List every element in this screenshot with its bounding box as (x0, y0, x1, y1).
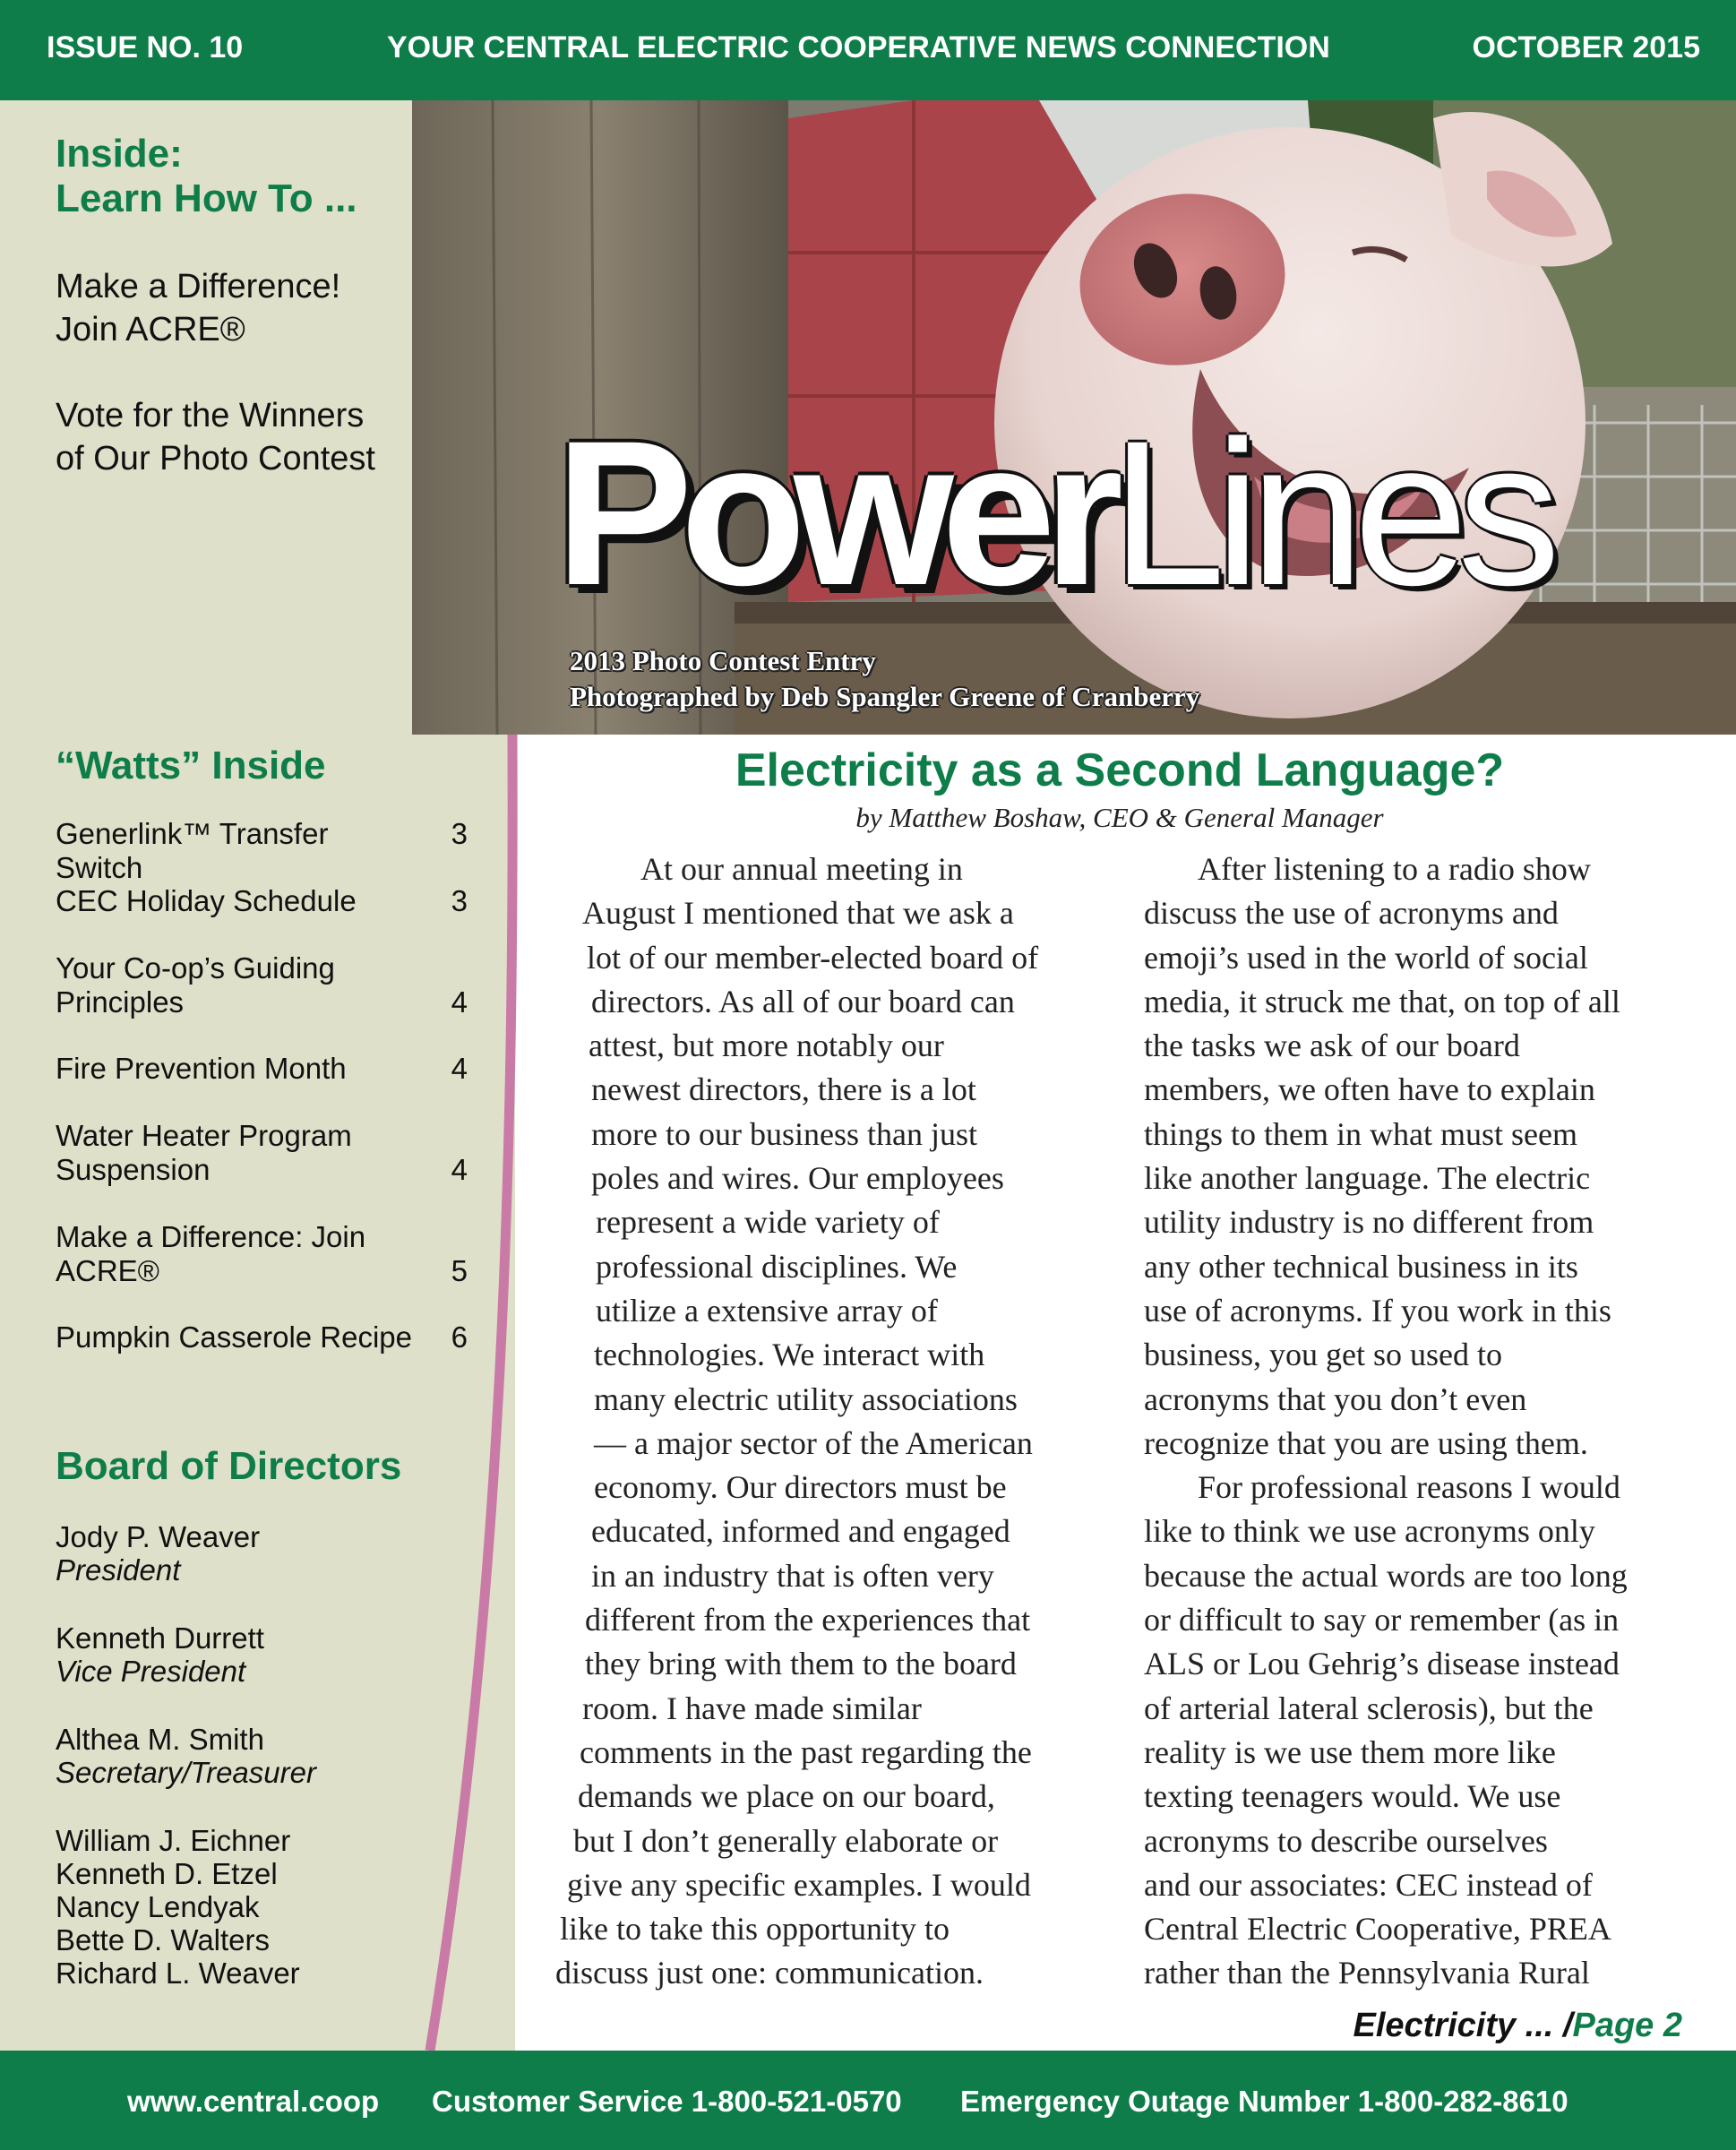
article-line: any other technical business in its (1144, 1248, 1578, 1285)
promo-join-acre[interactable] (56, 265, 340, 351)
footer-bar (0, 2051, 1736, 2150)
toc-page: 3 (451, 884, 468, 917)
article-line: acronyms that you don’t even (1144, 1380, 1527, 1417)
article-line: For professional reasons I would (1198, 1469, 1620, 1506)
article-line: business, you get so used to (1144, 1337, 1502, 1373)
toc-page: 4 (451, 985, 468, 1019)
masthead-lines: Lines (1111, 398, 1551, 628)
toc-page: 5 (451, 1254, 468, 1287)
article-line: media, it struck me that, on top of all (1144, 983, 1620, 1019)
article-line: texting teenagers would. We use (1144, 1778, 1561, 1815)
board-officer-title: Secretary/Treasurer (56, 1756, 316, 1789)
watts-inside-heading: “Watts” Inside (56, 744, 326, 787)
article-line: After listening to a radio show (1198, 851, 1591, 887)
board-member: Kenneth D. Etzel (56, 1857, 278, 1890)
toc-item[interactable] (56, 817, 468, 889)
article-line: or difficult to say or remember (as in (1144, 1602, 1620, 1638)
toc-item[interactable] (56, 1052, 468, 1123)
board-officer (56, 1621, 264, 1688)
inside-heading-line2: Learn How To ... (56, 176, 357, 220)
toc-label: CEC Holiday Schedule (56, 884, 357, 917)
continued-link[interactable] (1353, 2007, 1682, 2045)
article-line: — a major sector of the American (594, 1424, 1033, 1461)
inside-heading-line1: Inside: (56, 132, 183, 176)
article-line: demands we place on our board, (578, 1778, 995, 1815)
promo-join-acre-line2: Join ACRE® (56, 311, 245, 348)
board-member: Bette D. Walters (56, 1923, 271, 1956)
toc-label: Your Co-op’s Guiding Principles (56, 951, 335, 1019)
board-officer-name: Jody P. Weaver (56, 1520, 261, 1553)
board-member: William J. Eichner (56, 1824, 291, 1857)
article-line: economy. Our directors must be (594, 1469, 1007, 1506)
board-heading: Board of Directors (56, 1444, 402, 1488)
article-line: represent a wide variety of (596, 1204, 940, 1241)
article-line: comments in the past regarding the (580, 1733, 1032, 1770)
toc-item[interactable] (56, 1119, 468, 1191)
article-line: poles and wires. Our employees (591, 1160, 1004, 1197)
promo-photo-contest-line2: of Our Photo Contest (56, 440, 375, 477)
article-line: discuss just one: communication. (555, 1955, 984, 1991)
article-line: emoji’s used in the world of social (1144, 939, 1588, 976)
board-officer (56, 1520, 260, 1587)
article-line: of arterial lateral sclerosis), but the (1144, 1690, 1594, 1726)
header-tagline: YOUR CENTRAL ELECTRIC COOPERATIVE NEWS CONNECTION (387, 30, 1330, 64)
photo-caption (570, 643, 1199, 715)
continued-text: Electricity ... / (1353, 2007, 1573, 2044)
footer-emergency-number: Emergency Outage Number 1-800-282-8610 (960, 2085, 1568, 2118)
article-line: discuss the use of acronyms and (1144, 895, 1559, 932)
article-line: use of acronyms. If you work in this (1144, 1292, 1611, 1329)
article-line: newest directors, there is a lot (591, 1071, 976, 1108)
article-line: recognize that you are using them. (1144, 1424, 1588, 1461)
article-line: lot of our member-elected board of (587, 939, 1039, 976)
board-officer-name: Althea M. Smith (56, 1723, 264, 1756)
toc-page: 4 (451, 1153, 468, 1186)
toc-label: Pumpkin Casserole Recipe (56, 1320, 413, 1354)
article-title: Electricity as a Second Language? (735, 744, 1505, 796)
article-line: utility industry is no different from (1144, 1204, 1594, 1241)
toc-item[interactable] (56, 884, 468, 956)
article-line: directors. As all of our board can (591, 983, 1015, 1019)
article-line: professional disciplines. We (596, 1248, 958, 1285)
toc-page: 3 (451, 817, 468, 850)
article-line: like another language. The electric (1144, 1160, 1591, 1197)
article-line: members, we often have to explain (1144, 1071, 1595, 1108)
article-line: many electric utility associations (594, 1380, 1018, 1417)
article-line: reality is we use them more like (1144, 1733, 1556, 1770)
article-line: different from the experiences that (585, 1602, 1031, 1638)
article-line: utilize a extensive array of (596, 1292, 938, 1329)
board-officer-title: President (56, 1553, 181, 1587)
toc-item[interactable] (56, 1220, 468, 1292)
board-officer-name: Kenneth Durrett (56, 1621, 264, 1655)
header-bar (0, 0, 1736, 100)
toc-page: 6 (451, 1320, 468, 1354)
issue-number: ISSUE NO. 10 (47, 30, 244, 64)
toc-label: Water Heater Program Suspension (56, 1119, 352, 1186)
article-column-1 (555, 847, 1038, 1996)
article-line: educated, informed and engaged (591, 1513, 1010, 1550)
article-line: August I mentioned that we ask a (582, 895, 1014, 932)
toc-label: Make a Difference: Join ACRE® (56, 1220, 366, 1287)
article-line: room. I have made similar (582, 1690, 922, 1726)
promo-photo-contest[interactable] (56, 394, 375, 480)
toc-page: 4 (451, 1052, 468, 1085)
article-line: rather than the Pennsylvania Rural (1144, 1955, 1590, 1991)
board-members-list (56, 1824, 300, 1990)
toc-label: Fire Prevention Month (56, 1052, 347, 1085)
article-line: things to them in what must seem (1144, 1115, 1577, 1152)
inside-heading (56, 132, 357, 221)
article-line: like to take this opportunity to (560, 1911, 950, 1948)
board-member: Richard L. Weaver (56, 1956, 300, 1990)
article-line: acronyms to describe ourselves (1144, 1822, 1548, 1859)
article-column-2 (1144, 847, 1628, 1996)
article-line: Central Electric Cooperative, PREA (1144, 1911, 1611, 1948)
issue-date: OCTOBER 2015 (1472, 30, 1700, 64)
footer-customer-service: Customer Service 1-800-521-0570 (432, 2085, 902, 2118)
article-line: ALS or Lou Gehrig’s disease instead (1144, 1646, 1620, 1682)
promo-join-acre-line1: Make a Difference! (56, 268, 341, 305)
photo-caption-line1: 2013 Photo Contest Entry (570, 645, 876, 676)
masthead-logo (555, 394, 1550, 632)
article-line: they bring with them to the board (585, 1646, 1017, 1682)
photo-caption-line2: Photographed by Deb Spangler Greene of Cranberry (570, 681, 1200, 712)
masthead-power: Power (555, 398, 1112, 628)
article-line: the tasks we ask of our board (1144, 1028, 1520, 1064)
article-line: because the actual words are too long (1144, 1557, 1628, 1594)
toc-item[interactable] (56, 1320, 468, 1392)
board-member: Nancy Lendyak (56, 1890, 260, 1923)
article-line: give any specific examples. I would (567, 1866, 1031, 1903)
article-line: technologies. We interact with (594, 1337, 985, 1373)
article-line: and our associates: CEC instead of (1144, 1866, 1593, 1903)
continued-page: Page 2 (1572, 2007, 1682, 2044)
promo-photo-contest-line1: Vote for the Winners (56, 397, 365, 434)
article-line: like to think we use acronyms only (1144, 1513, 1595, 1550)
toc-item[interactable] (56, 951, 468, 1023)
toc-label: Generlink™ Transfer Switch (56, 817, 329, 884)
article-line: but I don’t generally elaborate or (573, 1822, 999, 1859)
article-line: in an industry that is often very (591, 1557, 994, 1594)
board-officer-title: Vice President (56, 1655, 246, 1688)
board-officer (56, 1723, 316, 1789)
article-line: At our annual meeting in (640, 851, 963, 887)
footer-website-link[interactable]: www.central.coop (127, 2085, 380, 2118)
article-byline: by Matthew Boshaw, CEO & General Manager (855, 802, 1384, 833)
article-line: more to our business than just (591, 1115, 977, 1152)
article-line: attest, but more notably our (589, 1028, 944, 1064)
